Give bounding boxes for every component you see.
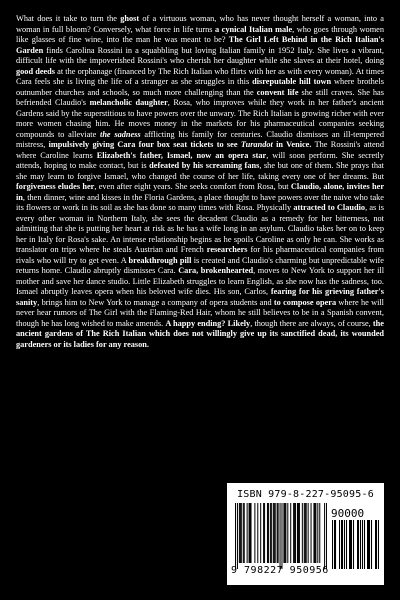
barcode-bar: [317, 503, 318, 563]
barcode-bar: [284, 503, 285, 563]
addon-bar: [362, 520, 363, 569]
barcode-bar: [250, 503, 251, 563]
barcode-bar: [313, 503, 314, 563]
blurb-segment: defeated by his screaming fans: [149, 161, 260, 170]
blurb-segment: where he will never hear rumors of The Girl with the Flaming-Red Hair, whom he still believes to be in a Spanish convent, though he has long wished to make amends.: [16, 297, 384, 328]
blurb-segment: attracted to Claudio: [293, 203, 366, 212]
addon-bar: [353, 520, 354, 569]
barcode-bar: [280, 503, 281, 569]
blurb-segment: the ancient gardens of The Rich Italian which does not willingly give up its sanctified dead, its wounded gardeners or its ladies for any reason.: [16, 318, 384, 349]
barcode-bar: [290, 503, 291, 563]
isbn-label: ISBN 979-8-227-95095-6: [237, 489, 374, 500]
addon-bar: [332, 520, 333, 569]
barcode-bar: [235, 503, 236, 569]
barcode-bar: [273, 503, 274, 563]
barcode-bar: [270, 503, 271, 563]
addon-bar: [358, 520, 359, 569]
barcode-bar: [239, 503, 240, 563]
blurb-segment: is created and Claudio's charming but unpredictable wife returns home. Claudio abruptly dismisses Cara.: [16, 255, 384, 275]
barcode-bar: [240, 503, 241, 563]
blurb-segment: to compose opera: [273, 297, 337, 307]
addon-bar: [367, 520, 368, 569]
blurb-segment: a cynical Italian male: [215, 24, 293, 34]
addon-bar: [369, 520, 370, 569]
barcode-bar: [319, 503, 320, 563]
addon-bar: [339, 520, 340, 569]
blurb-segment: disreputable hill town: [252, 77, 332, 86]
barcode-bar: [277, 503, 278, 563]
barcode-bar: [315, 503, 316, 563]
barcode-bar: [275, 503, 276, 563]
barcode-bar: [298, 503, 299, 563]
addon-bar: [364, 520, 365, 569]
blurb-segment: , she but one of them. She prays that she may learn to forgive Ismael, who changed the course of her life, taking every one of her dreams. But: [16, 161, 384, 181]
barcode-bar: [244, 503, 245, 563]
blurb-segment: Claudio, alone, invites her in: [16, 182, 385, 202]
blurb-segment: the sadness: [100, 129, 141, 139]
addon-bar: [334, 520, 335, 569]
blurb-segment: fearing for his grieving father's sanity: [16, 287, 384, 307]
barcode-bar: [250, 503, 251, 563]
barcode-bar: [299, 503, 300, 563]
addon-bar: [376, 520, 377, 569]
addon-bar: [344, 520, 345, 569]
barcode-bar: [302, 503, 303, 563]
blurb-segment: The Girl Left Behind in the Rich Italian's Garden: [16, 35, 384, 55]
blurb-segment: good deeds: [16, 66, 56, 76]
barcode-bar: [295, 503, 296, 563]
blurb-segment: of a virtuous woman, who has never thought herself a woman, into a woman in full bloom? Conversely, what force in life turns: [16, 14, 384, 34]
blurb-segment: The Rossini's attend where Caroline learns: [16, 140, 384, 160]
blurb-segment: , Rosa, who improves while they work in her father's ancient Gardens said by the superstitious to have powers over the unwary. The Rich Italian is growing richer with ever more women chasing him. He moves money in the markets for his pharmaceutical companies seeking compounds to alleviate: [16, 98, 384, 139]
blurb-segment: breakthrough pill: [128, 255, 192, 265]
addon-bar: [350, 520, 351, 569]
barcode-bar: [257, 503, 258, 563]
barcode-bar: [267, 503, 268, 563]
blurb-segment: in Venice.: [272, 140, 312, 149]
barcode-bar: [237, 503, 238, 569]
barcode-bar: [243, 503, 244, 563]
blurb-segment: at the orphanage (financed by The Rich Italian who flirts with her as with every woman). At times Cara feels she is living the life of a stranger as she struggles in this: [16, 66, 384, 86]
blurb-segment: impulsively giving Cara four box seat tickets to see: [48, 140, 241, 149]
barcode-bar: [287, 503, 288, 563]
barcode-bar: [281, 503, 282, 569]
barcode-bar: [306, 503, 307, 563]
barcode-bar: [293, 503, 294, 563]
addon-bar: [360, 520, 361, 569]
barcode-bar: [264, 503, 265, 563]
blurb-segment: What does it take to turn the: [16, 14, 121, 23]
barcode-bar: [254, 503, 255, 563]
price-addon-barcode-graphic: [331, 520, 379, 569]
blurb-segment: Turandot: [240, 140, 273, 149]
blurb-segment: convent life: [256, 87, 299, 97]
addon-bar: [371, 520, 372, 569]
barcode-bar: [297, 503, 298, 563]
addon-bar: [335, 520, 336, 569]
blurb-segment: , then dinner, wine and kisses in the Floria Gardens, a place thought to have powers over the naive who take its flowers or work in its soil as she has done so many times with Rosa. Physically: [16, 192, 384, 212]
blurb-segment: , even after eight years. She seeks comfort from Rosa, but: [94, 182, 291, 191]
blurb-segment: , though there are always, of course,: [250, 318, 373, 328]
blurb-segment: , as is every other woman in Northern Italy, she sees the decadent Claudio as a remedy for her bitterness, not admitting that she is putting her heart at risk as he has a wife long in an asylum. Claudio takes her on to keep her in Italy for Rosa's sake. An intense relationship begins as he spoils Caroline as only he can. She works as translator on trips where he steals Austrian and French: [16, 203, 384, 254]
addon-bar: [346, 520, 347, 569]
barcode-bar: [249, 503, 250, 563]
barcode-bar: [241, 503, 242, 563]
blurb-segment: where brothels outnumber churches and schools, so much more challenging than the: [16, 77, 384, 97]
addon-bar: [357, 520, 358, 569]
addon-bar: [351, 520, 352, 569]
barcode-bar: [283, 503, 284, 563]
blurb-segment: , moves to New York to support her ill mother and save her dance studio. Little Elizabeth struggles to learn English, as she now has the sadness, too. Ismael abruptly leaves opera when his beloved wife dies. His son, Carlos,: [16, 266, 384, 296]
addon-bar: [368, 520, 369, 569]
blurb-segment: , brings him to New York to manage a company of opera students and: [37, 297, 274, 307]
barcode-bar: [326, 503, 327, 569]
price-code-label: 90000: [331, 507, 365, 520]
blurb-segment: for his pharmaceutical companies from rivals who will try to get even. A: [16, 245, 384, 265]
blurb-segment: , who goes through women like glasses of fine wine, into the man he was meant to be?: [16, 24, 384, 44]
blurb-segment: Elizabeth's father, Ismael, now an opera star: [96, 150, 267, 160]
blurb-segment: afflicting his family for centuries. Claudio dismisses an ill-tempered mistress,: [16, 129, 384, 149]
barcode-bar: [308, 503, 309, 563]
blurb-segment: A happy ending? Likely: [165, 318, 251, 328]
barcode-bar: [311, 503, 312, 563]
barcode-bar: [278, 503, 279, 563]
barcode-bar: [268, 503, 269, 563]
back-cover-blurb: [16, 14, 384, 350]
barcode-bar: [260, 503, 261, 563]
barcode-bar: [324, 503, 325, 569]
blurb-segment: ghost: [120, 14, 140, 23]
addon-bar: [342, 520, 343, 569]
ean13-digits: 9 798227 950956: [231, 565, 329, 576]
addon-bar: [378, 520, 379, 569]
blurb-segment: , will soon perform. She secretly attends, hoping to make contact, but is: [16, 150, 385, 170]
barcode-bar: [304, 503, 305, 563]
ean13-barcode-graphic: [235, 503, 327, 569]
barcode-bar: [274, 503, 275, 563]
addon-bar: [375, 520, 376, 569]
barcode-bar: [247, 503, 248, 563]
barcode-bar: [263, 503, 264, 563]
barcode-bar: [314, 503, 315, 563]
barcode-bar: [271, 503, 272, 563]
blurb-segment: forgiveness eludes her: [16, 182, 95, 191]
barcode-bar: [305, 503, 306, 563]
barcode-bar: [294, 503, 295, 563]
isbn-barcode-box: [227, 483, 384, 585]
blurb-segment: Cara, brokenhearted: [178, 266, 254, 275]
barcode-bar: [285, 503, 286, 563]
addon-bar: [349, 520, 350, 569]
blurb-segment: researchers: [206, 245, 248, 254]
blurb-segment: she still craves. She has befriended Claudio's: [16, 87, 384, 107]
blurb-segment: finds Carolina Rossini in a squabbling but loving Italian family in 1952 Italy. She lives a vibrant, difficult life with the impoverished Rossini's who cherish her daughter while she slaves at their hotel, doing: [16, 45, 384, 65]
addon-bar: [341, 520, 342, 569]
blurb-segment: melancholic daughter: [89, 98, 168, 107]
